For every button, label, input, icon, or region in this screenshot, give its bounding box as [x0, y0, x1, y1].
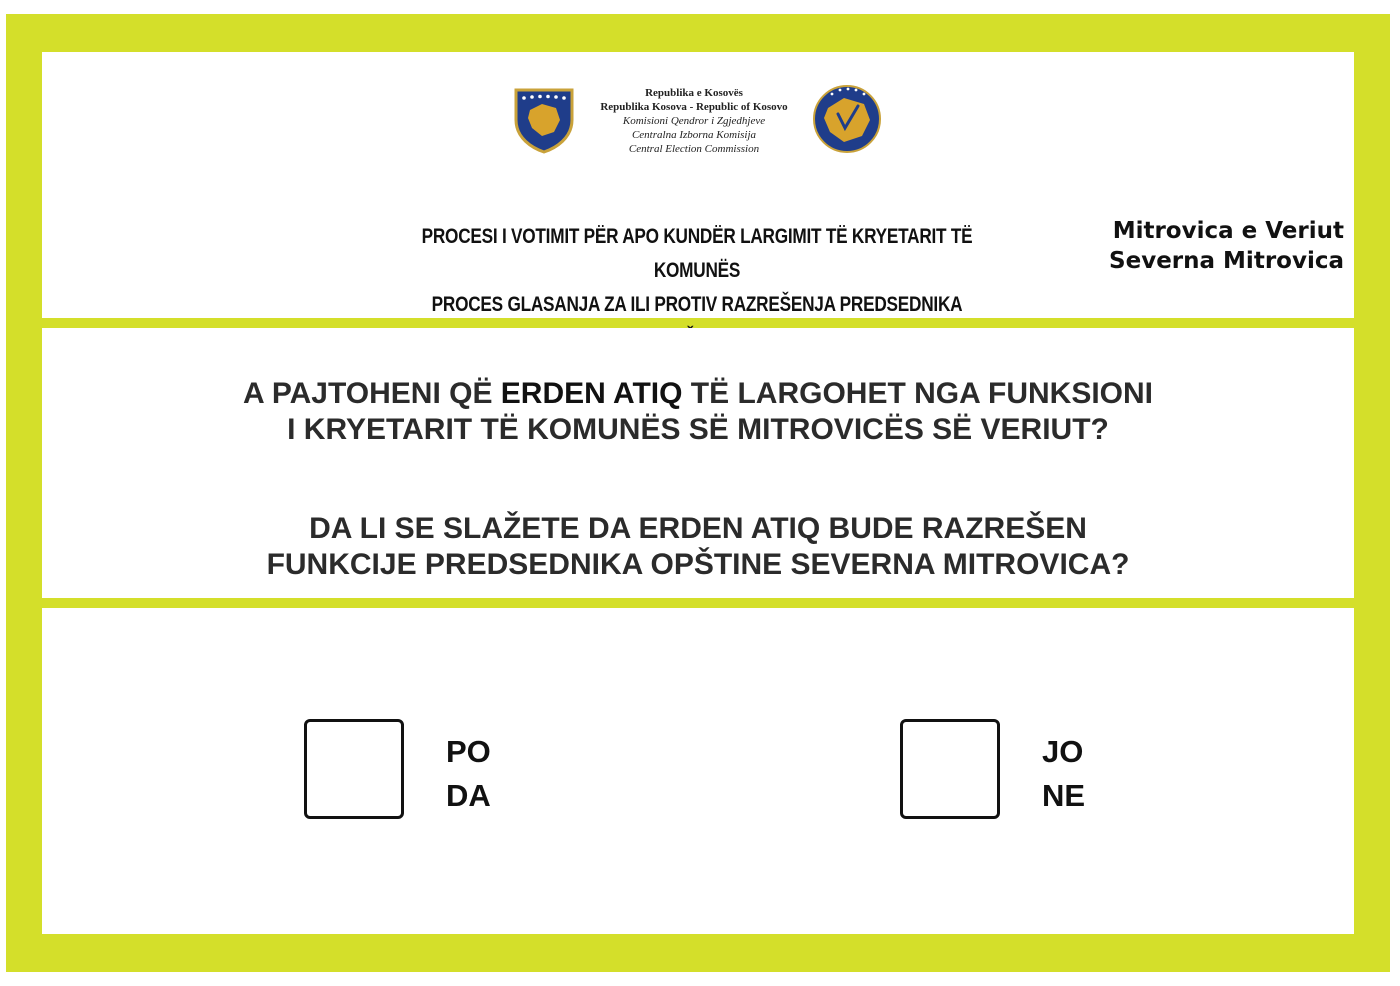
- question-albanian-line-1: [42, 376, 1354, 412]
- vote-panel: [42, 608, 1354, 934]
- question-serbian-line-1: DA LI SE SLAŽETE DA ERDEN ATIQ BUDE RAZREŠEN: [309, 512, 1087, 545]
- municipality-serbian: Severna Mitrovica: [1109, 248, 1344, 274]
- no-checkbox[interactable]: [900, 719, 1000, 819]
- question-serbian-line-2: FUNKCIJE PREDSEDNIKA OPŠTINE SEVERNA MITROVICA?: [266, 548, 1130, 581]
- yes-label-serbian: DA: [446, 778, 491, 813]
- process-title-albanian: PROCESI I VOTIMIT PËR APO KUNDËR LARGIMIT TË KRYETARIT TË KOMUNËS: [421, 225, 973, 282]
- question-text: A PAJTOHENI QË: [242, 377, 501, 410]
- institution-block: [580, 86, 808, 156]
- candidate-name: ERDEN ATIQ: [500, 377, 683, 410]
- municipality-name: [1082, 216, 1344, 276]
- question-panel: [42, 328, 1354, 598]
- question-albanian-line-2: I KRYETARIT TË KOMUNËS SË MITROVICËS SË VERIUT?: [287, 413, 1109, 446]
- institution-line: Republika Kosova - Republic of Kosovo: [600, 101, 788, 113]
- kosovo-coat-of-arms-icon: [512, 84, 576, 154]
- process-title-serbian: PROCES GLASANJA ZA ILI PROTIV RAZREŠENJA PREDSEDNIKA: [431, 293, 963, 316]
- question-text: TË LARGOHET NGA FUNKSIONI: [682, 377, 1154, 410]
- header-panel: [42, 52, 1354, 318]
- no-option-label: [1042, 730, 1085, 818]
- ballot-frame: [6, 14, 1390, 972]
- institution-line: Centralna Izborna Komisija: [631, 129, 757, 141]
- question-serbian: [42, 511, 1354, 583]
- institution-line: Republika e Kosovës: [645, 87, 743, 99]
- yes-label-albanian: PO: [446, 734, 491, 769]
- municipality-albanian: Mitrovica e Veriut: [1112, 218, 1344, 244]
- no-label-serbian: NE: [1042, 778, 1086, 813]
- no-label-albanian: JO: [1042, 734, 1084, 769]
- institution-line: Central Election Commission: [628, 143, 760, 155]
- institution-line: Komisioni Qendror i Zgjedhjeve: [622, 115, 766, 127]
- yes-option-label: [446, 730, 491, 818]
- question-albanian: [42, 376, 1354, 448]
- election-commission-seal-icon: [812, 84, 882, 154]
- yes-checkbox[interactable]: [304, 719, 404, 819]
